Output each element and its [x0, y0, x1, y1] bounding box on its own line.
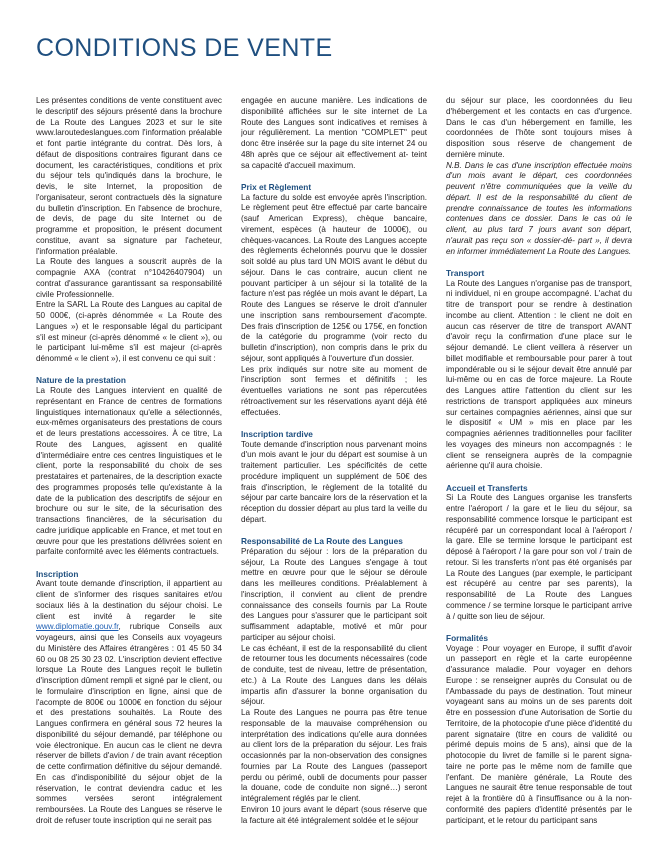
section-heading-prix: Prix et Règlement — [241, 181, 312, 192]
accueil-paragraph: Si La Route des Langues organise les transferts entre l'aéroport / la gare et le lieu du séjour, sa responsabilité commence lorsque le participant est récupéré par un correspondant local à l'aéroport / la gare. Elle se termine lorsque le participant est déposé à l'aéroport / la gare pour son vol / train de retour. Si les transferts n'ont pas été organisés par La Route des Langues (par exemple, le participant est récupéré au centre par ses parents), la responsabilité de La Route des Langues commence / se termine lorsque le participant arrive à / quitte son lieu de séjour. — [446, 493, 632, 621]
inscription-text-start: Avant toute demande d'inscription, il appartient au client de s'informer des risques sanitaires et/ou sociaux liés à la destination du séjour choisi. Le client est invité à regarder le site — [36, 579, 222, 621]
assurance-paragraph: La Route des langues a souscrit auprès de la compagnie AXA (contrat n°10426407904) un contrat d'assurance garantissant sa responsabilité civile Professionnelle. — [36, 257, 222, 299]
responsabilite-paragraph-3: La Route des Langues ne pourra pas être tenue responsable de la mauvaise compréhension ou interprétation des indications qu'elle aura données au client lors de la préparation du séjour. Les frais occasionnés par la non-observation des consignes fournies par La Route des Langues (passeport perdu ou périmé, oubli de documents pour passer la douane, code de conduite non signé…) seront intégralement réglés par le client. — [241, 708, 427, 803]
responsabilite-paragraph-4: Environ 10 jours avant le départ (sous réserve que la facture ait été intégralement soldée et le séjour — [241, 804, 427, 825]
responsabilite-paragraph-1: Préparation du séjour : lors de la préparation du séjour, La Route des Langues s'engage à tout mettre en œuvre pour que le séjour se déroule dans les meilleures conditions. Préalablement à l'inscription, il convient au client de prendre connaissance des conseils fournis par La Route des Langues pour s'assurer que le participant soit suffisamment adaptable, motivé et mûr pour participer au séjour choisi. — [241, 546, 427, 642]
nature-paragraph: La Route des Langues intervient en qualité de représentant en France de centres de formations linguistiques internationaux qu'elle a sélectionnés, eux-mêmes organisateurs des prestations de cours et de leurs prestations accessoires. À ce titre, La Route des Langues, agissent en qualité d'intermédiaire entre ces centres linguistiques et le client, porte la responsabilité du choix de ses prestataires et partenaires, de la description exacte des programmes proposés telle qu'existante à la date de la publication des descriptifs de séjour en brochure ou sur le site, de la sécurisation des transactions financières, de la sécurisation du cadre juridique applicable en France, et met tout en œuvre pour que les prestations délivrées soient en parfaite conformité avec les éléments contractuels. — [36, 386, 222, 557]
column-2 — [241, 96, 427, 851]
formalites-paragraph: Voyage : Pour voyager en Europe, il suffit d'avoir un passeport en règle et la carte européenne d'assurance maladie. Pour voyager en dehors Europe : se renseigner auprès du Consulat ou de l'Ambassade du pays de destination. Tout mineur voyageant sans au moins un de ses parents doit être en possession d'une Autorisation de Sortie du Territoire, de la photocopie d'une pièce d'identité du parent signataire (titre en cours de validité ou périmé depuis moins de 5 ans), ainsi que de la photocopie du livret de famille si le parent signa- taire ne porte pas le même nom de famille que l'enfant. De manière générale, La Route des Langues ne saurait être tenue responsable de tout rejet à la frontière dû à l'insuffisance ou à la non-conformité des papiers d'identité présentés par le participant, et le retour du participant sans — [446, 643, 632, 825]
column-3 — [446, 96, 632, 851]
intro-site-reference: www.laroutedeslangues.com — [36, 128, 140, 138]
nb-note-paragraph: N.B. Dans le cas d'une inscription effectuée moins d'un mois avant le départ, ces coordonnées peuvent n'être communiquées que la veille du départ. Il est de la responsabilité du client de prendre connaissance de toutes les informations contenues dans ce dossier. Dans le cas où le client, au plus tard 7 jours avant son départ, n'aurait pas reçu son « dossier-dé- part », il devra en informer immédiatement La Route des Langues. — [446, 160, 632, 256]
transport-paragraph: La Route des Langues n'organise pas de transport, ni individuel, ni en groupe accompagné. L'achat du titre de transport pour se rendre à destination incombe au client. Attention : le client ne doit en aucun cas réserver de titre de transport AVANT d'avoir reçu la confirmation d'une place sur le séjour demandé. Le client veillera à réserver un billet modifiable et remboursable pour parer à tout impondérable ou si le séjour devait être annulé par lui-même ou en cas de force majeure. La Route des Langues attire l'attention du client sur les restrictions de transport appliquées aux mineurs sur certaines compagnies aériennes, ainsi que sur le dispositif « UM » mis en place par les compagnies aériennes traditionnelles pour faciliter les voyages des mineurs non accompagnés : le client se renseignera auprès de la compagnie aérienne qu'il aura choisie. — [446, 278, 632, 471]
responsabilite-continued-paragraph: du séjour sur place, les coordonnées du lieu d'hébergement et les contacts en cas d'urgence. Dans le cas d'un hébergement en famille, les coordonnées de l'hôte sont toujours mises à disposition sous réserve de changement de dernière minute. — [446, 96, 632, 159]
responsabilite-paragraph-2: Le cas échéant, il est de la responsabilité du client de retourner tous les documents nécessaires (code de conduite, test de niveau, lettre de présentation, etc.) à La Route des Langues dans les délais impartis afin d'assurer la bonne organisation du séjour. — [241, 643, 427, 707]
prix-paragraph-2: Les prix indiqués sur notre site au moment de l'inscription sont fermes et définitifs ; les éventuelles variations ne sont pas répercutées rétroactivement sur les réservations ayant déjà été effectuées. — [241, 364, 427, 417]
prix-paragraph-1: La facture du solde est envoyée après l'inscription. Le règlement peut être effectué par carte bancaire (sauf American Express), chèque bancaire, virement, espèces (à hauteur de 1000€), ou chèques-vacances. La Route des Langues accepte des règlements échelonnés pourvu que le dossier soit soldé au plus tard UN MOIS avant le début du séjour. Dans le cas contraire, aucun client ne pouvant participer à un séjour si la totalité de la facture n'est pas réglée un mois avant le départ, La Route des Langues se réserve le droit d'annuler une inscription sans remboursement d'acompte. Des frais d'inscription de 125€ ou 175€, en fonction de la catégorie du programme (voir recto du bulletin d'inscription), non compris dans le prix du séjour, sont appliqués à l'ouverture d'un dossier. — [241, 192, 427, 363]
section-heading-formalites: Formalités — [446, 632, 488, 643]
page-title: CONDITIONS DE VENTE — [36, 34, 333, 62]
sarl-paragraph: Entre la SARL La Route des Langues au capital de 50 000€, (ci-après dénommée « La Route des Langues ») et le responsable légal du participant s'il est mineur (ci-après dénommé « le client »), ou le participant lui-même s'il est majeur (ci-après dénommé « le client »), il est convenu ce qui suit : — [36, 300, 222, 363]
intro-text-start: Les présentes conditions de vente constituent avec le descriptif des séjours présenté dans la brochure de La Route des Langues 2023 et sur le site — [36, 96, 222, 127]
tardive-paragraph: Toute demande d'inscription nous parvenant moins d'un mois avant le jour du départ est soumise à un traitement particulier. Les spécificités de cette procédure impliquent un supplément de 50€ des frais d'inscription, le règlement de la totalité du séjour par carte bancaire lors de la réservation et la réception du dossier départ au plus tard la veille du départ. — [241, 439, 427, 524]
inscription-paragraph — [36, 579, 222, 826]
section-heading-inscription-tardive: Inscription tardive — [241, 428, 313, 439]
intro-text-end: l'information préalable et font partie intégrante du contrat. Dès lors, à défaut de dispositions contraires figurant dans ce document, les caractéristiques, conditions et prix du séjour tels qu'indiqués dans la brochure, le devis, le site Internet, la proposition de l'organisateur, seront contractuels dès la signature du bulletin d'inscription. En l'absence de brochure, de devis, de page du site Internet ou de programme et proposition, le présent document constitue, avant sa signature par l'acheteur, l'information préalable. — [36, 128, 222, 256]
section-heading-responsabilite: Responsabilité de La Route des Langues — [241, 536, 403, 546]
diplomatie-link[interactable]: www.diplomatie.gouv.fr — [36, 622, 119, 632]
inscription-text-end: , rubrique Conseils aux voyageurs, ainsi que les Conseils aux voyageurs du Ministère des Affaires étrangères : 01 45 50 34 60 ou 08 25 30 23 02. L'inscription devient effective lorsque La Route des Langues reçoit le bulletin d'inscription dûment rempli et signé par le client, ou le formulaire d'inscription en ligne, ainsi que de l'acompte de 800€ ou 1000€ en fonction du séjour et des prestations souhaités. La Route des Langues confirmera en général sous 72 heures la disponibilité du séjour demandé, par téléphone ou voie électronique. En aucun cas le client ne devra réserver de billets d'avion / de train avant réception de cette confirmation définitive du séjour demandé. En cas d'indisponibilité du séjour objet de la réservation, le contrat deviendra caduc et les sommes versées seront intégralement remboursées. La Route des Langues se réserve le droit de refuser toute inscription qui ne serait pas — [36, 622, 222, 825]
inscription-continued-paragraph: engagée en aucune manière. Les indications de disponibilité affichées sur le site internet de La Route des Langues sont indicatives et remises à jour régulièrement. La mention "COMPLET" peut donc être insérée sur la page du site internet 24 ou 48h après que ce séjour ait effectivement at- teint sa capacité d'accueil maximum. — [241, 96, 427, 170]
intro-paragraph — [36, 96, 222, 257]
section-heading-accueil: Accueil et Transferts — [446, 482, 528, 493]
section-heading-transport: Transport — [446, 267, 485, 278]
section-heading-nature: Nature de la prestation — [36, 375, 126, 386]
column-1 — [36, 96, 222, 851]
section-heading-inscription: Inscription — [36, 568, 79, 579]
